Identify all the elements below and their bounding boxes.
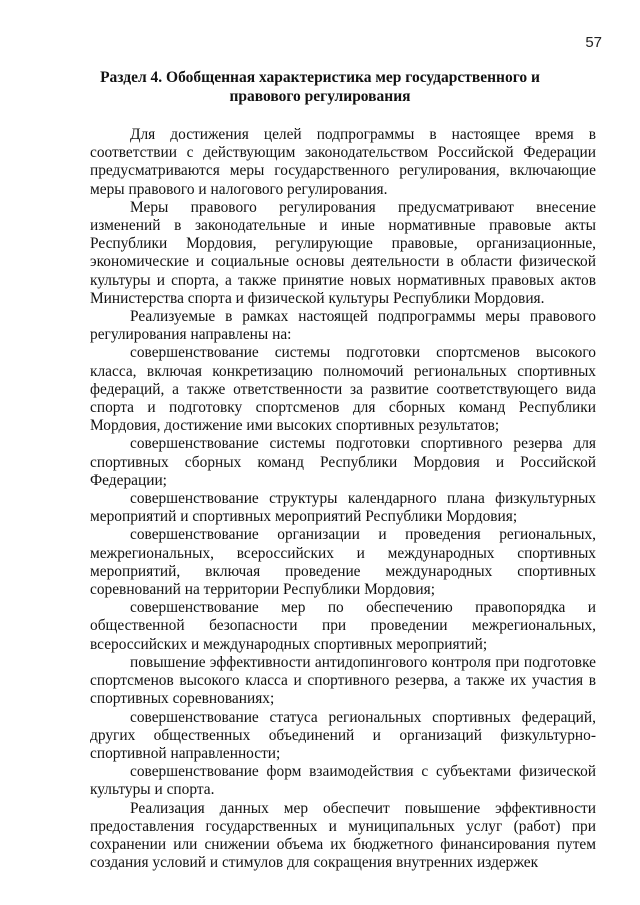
list-item: совершенствование системы подготовки спортивного резерва для спортивных сборных команд Республики Мордовия и Российской Федерации;: [90, 435, 596, 489]
list-item: совершенствование статуса региональных спортивных федераций, других общественных объединений и организаций физкультурно-спортивной направленности;: [90, 708, 596, 762]
list-item: совершенствование организации и проведения региональных, межрегиональных, всероссийских и международных спортивных мероприятий, включая проведение международных спортивных соревнований на территории Республики Мордовия;: [90, 526, 596, 599]
section-heading: Раздел 4. Обобщенная характеристика мер государственного и правового регулирования: [100, 69, 540, 105]
list-item: совершенствование мер по обеспечению правопорядка и общественной безопасности при проведении межрегиональных, всероссийских и международных спортивных мероприятий;: [90, 599, 596, 653]
paragraph: Реализация данных мер обеспечит повышение эффективности предоставления государственных и муниципальных услуг (работ) при сохранении или снижении объема их бюджетного финансирования путем создания условий и стимулов для сокращения внутренних издержек: [90, 799, 596, 872]
paragraph: Меры правового регулирования предусматривают внесение изменений в законодательные и иные нормативные правовые акты Республики Мордовия, регулирующие правовые, организационные, экономические и социальные основы деятельности в области физической культуры и спорта, а также принятие новых нормативных правовых актов Министерства спорта и физической культуры Республики Мордовия.: [90, 198, 596, 307]
list-item: совершенствование структуры календарного плана физкультурных мероприятий и спортивных мероприятий Республики Мордовия;: [90, 490, 596, 526]
list-item: повышение эффективности антидопингового контроля при подготовке спортсменов высокого класса и спортивного резерва, а также их участия в спортивных соревнованиях;: [90, 653, 596, 708]
page-number: 57: [585, 34, 602, 51]
paragraph: Для достижения целей подпрограммы в настоящее время в соответствии с действующим законодательством Российской Федерации предусматриваются меры государственного регулирования, включающие меры правового и налогового регулирования.: [90, 126, 596, 198]
body-text: [90, 126, 596, 872]
paragraph: Реализуемые в рамках настоящей подпрограммы меры правового регулирования направлены на:: [90, 308, 596, 344]
list-item: совершенствование форм взаимодействия с субъектами физической культуры и спорта.: [90, 763, 596, 799]
list-item: совершенствование системы подготовки спортсменов высокого класса, включая конкретизацию полномочий региональных спортивных федераций, а также ответственности за развитие соответствующего вида спорта и подготовку спортсменов для сборных команд Республики Мордовия, достижение ими высоких спортивных результатов;: [90, 344, 596, 435]
